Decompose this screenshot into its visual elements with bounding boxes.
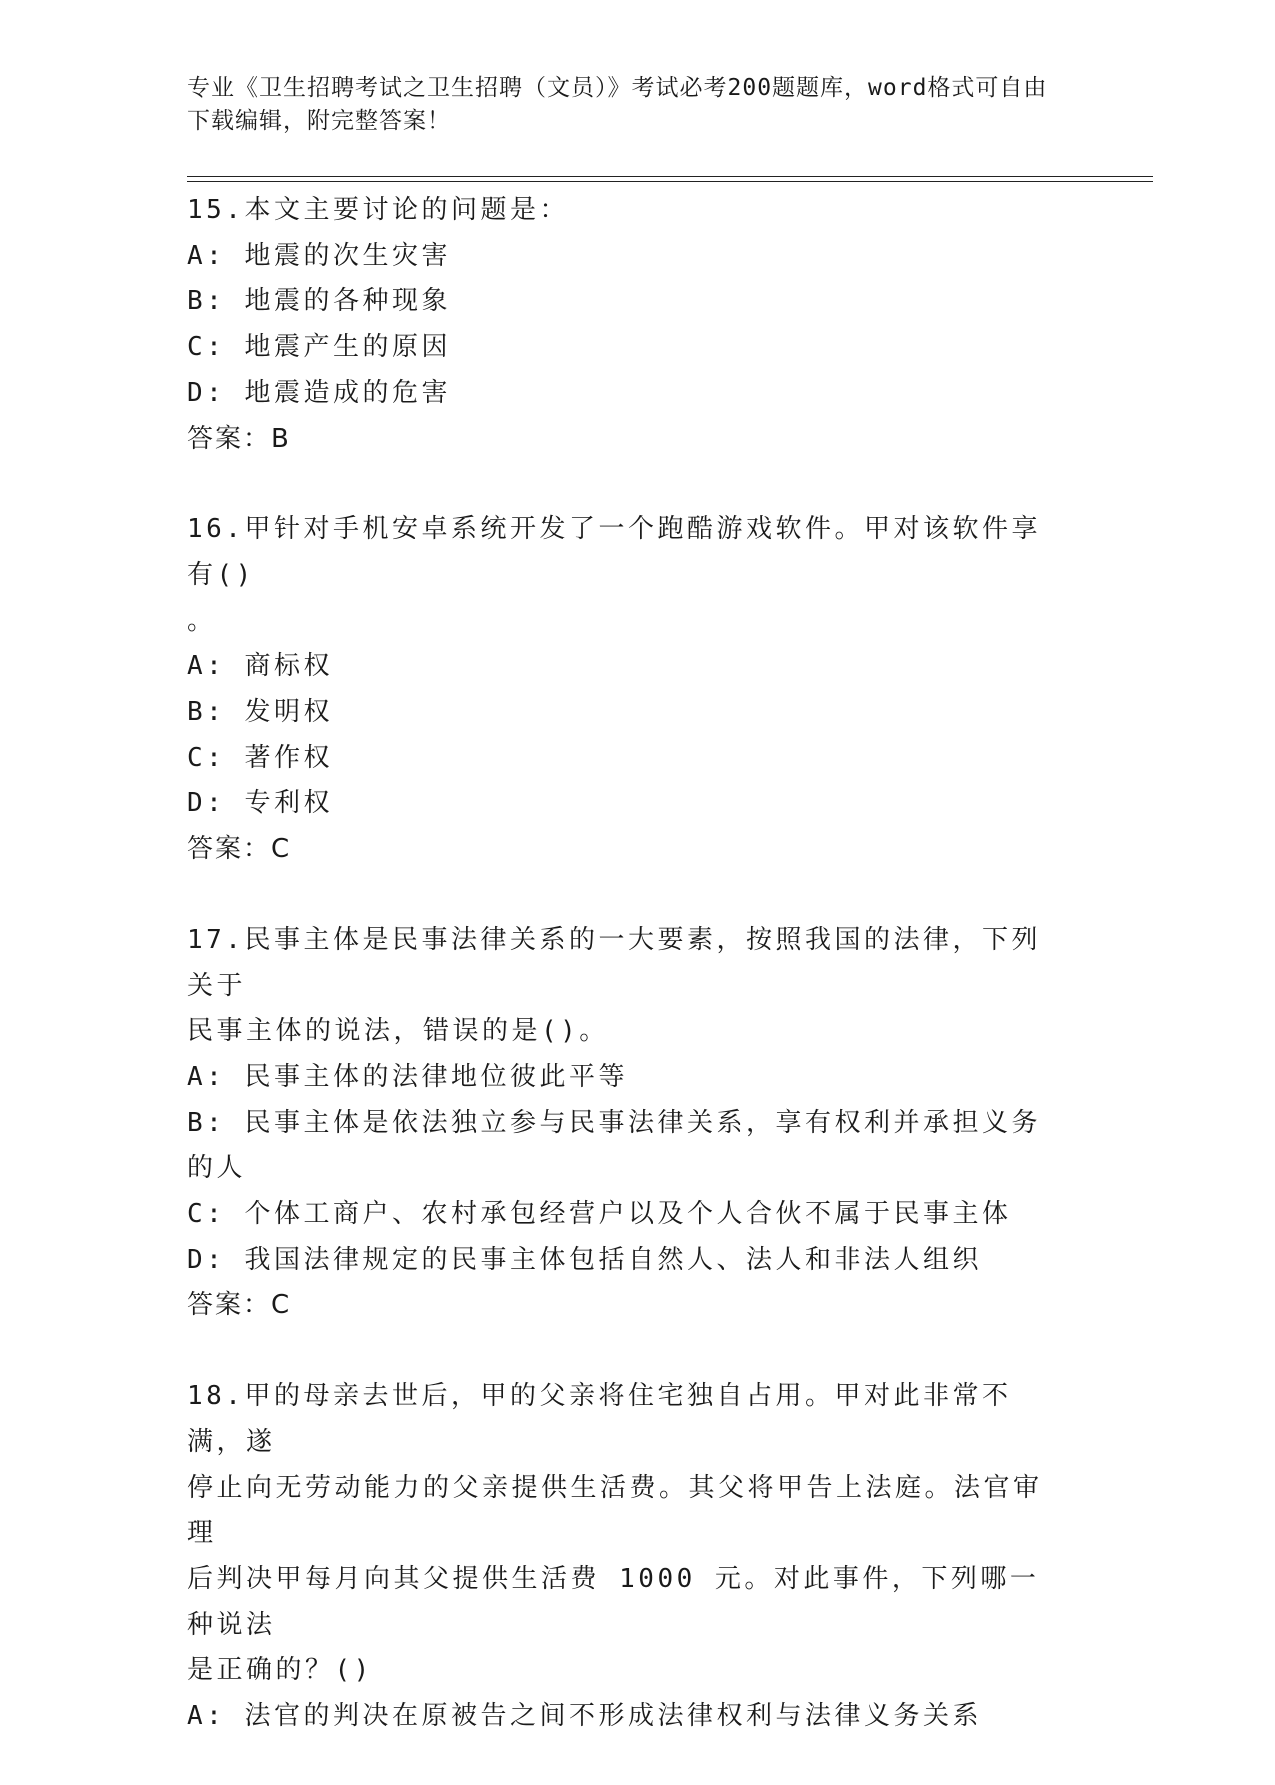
option-d: D: 专利权 — [187, 788, 333, 819]
question-17 — [187, 918, 1067, 1329]
option-b: B: 地震的各种现象 — [187, 286, 451, 317]
question-stem-continued: 民事主体的说法，错误的是()。 — [187, 1016, 609, 1047]
option-a: A: 民事主体的法律地位彼此平等 — [187, 1061, 628, 1092]
document-header — [187, 72, 1067, 138]
option-a: A: 法官的判决在原被告之间不形成法律权利与法律义务关系 — [187, 1701, 982, 1732]
question-stem-continued: 停止向无劳动能力的父亲提供生活费。其父将甲告上法庭。法官审理 — [187, 1472, 1043, 1549]
option-b: B: 民事主体是依法独立参与民事法律关系，享有权利并承担义务的人 — [187, 1107, 1041, 1184]
question-16 — [187, 507, 1067, 873]
question-stem: 17.民事主体是民事法律关系的一大要素，按照我国的法律，下列关于 — [187, 924, 1041, 1001]
question-stem: 16.甲针对手机安卓系统开发了一个跑酷游戏软件。甲对该软件享有() — [187, 514, 1041, 590]
option-a: A: 商标权 — [187, 651, 333, 682]
answer-label: 答案：C — [187, 1290, 292, 1321]
option-d: D: 地震造成的危害 — [187, 377, 451, 408]
option-a: A: 地震的次生灾害 — [187, 240, 451, 271]
question-stem: 18.甲的母亲去世后，甲的父亲将住宅独自占用。甲对此非常不满，遂 — [187, 1381, 1012, 1457]
answer-label: 答案：C — [187, 834, 292, 865]
question-list — [187, 188, 1067, 1785]
option-c: C: 个体工商户、农村承包经营户以及个人合伙不属于民事主体 — [187, 1199, 1012, 1230]
question-stem-continued: 后判决甲每月向其父提供生活费 1000 元。对此事件，下列哪一种说法 — [187, 1563, 1040, 1640]
option-b: B: 发明权 — [187, 697, 333, 728]
header-intro-text: 专业《卫生招聘考试之卫生招聘（文员）》考试必考200题题库，word格式可自由下载编辑，附完整答案！ — [187, 75, 1048, 134]
question-stem: 15.本文主要讨论的问题是： — [187, 195, 569, 225]
option-c: C: 地震产生的原因 — [187, 332, 451, 363]
option-c: C: 著作权 — [187, 742, 333, 773]
header-divider — [187, 176, 1153, 182]
question-stem-continued: 是正确的？() — [187, 1655, 373, 1686]
answer-label: 答案：B — [187, 423, 291, 454]
question-15 — [187, 188, 1067, 462]
option-d: D: 我国法律规定的民事主体包括自然人、法人和非法人组织 — [187, 1244, 982, 1275]
question-stem-continued: 。 — [187, 605, 217, 636]
question-18 — [187, 1374, 1067, 1740]
